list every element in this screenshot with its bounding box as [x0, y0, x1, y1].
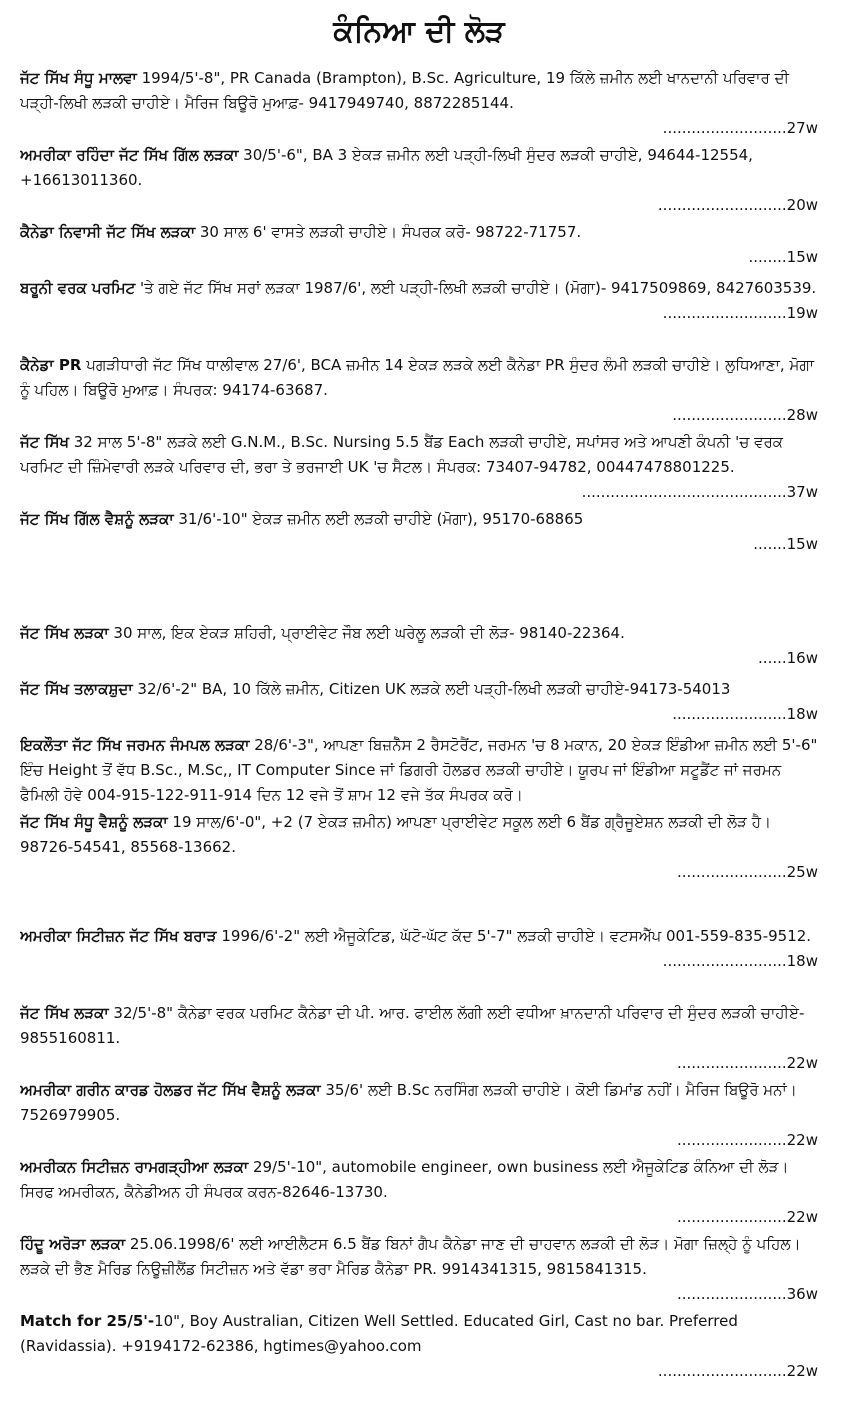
classified-ad — [20, 733, 818, 810]
ad-lead: ਜੱਟ ਸਿੱਖ ਸੰਧੂ ਵੈਸ਼ਨੂੰ ਲੜਕਾ — [20, 813, 168, 831]
ad-lead: ਜੱਟ ਸਿੱਖ ਸੰਧੂ ਮਾਲਵਾ — [20, 69, 137, 87]
ad-body: 'ਤੇ ਗਏ ਜੱਟ ਸਿੱਖ ਸਰਾਂ ਲੜਕਾ 1987/6', ਲਈ ਪੜ੍ਹੀ-ਲਿਖੀ ਲੜਕੀ ਚਾਹੀਏ। (ਮੋਗਾ)- 9417509869, 8427603539. — [135, 279, 817, 297]
ad-body: 1994/5'-8", PR Canada (Brampton), B.Sc. Agriculture, 19 ਕਿੱਲੇ ਜ਼ਮੀਨ ਲਈ ਖਾਨਦਾਨੀ ਪਰਿਵਾਰ ਦੀ ਪੜ੍ਹੀ-ਲਿਖੀ ਲੜਕੀ ਚਾਹੀਏ। ਮੈਰਿਜ ਬਿਊਰੋ ਮੁਆਫ਼- 9417949740, 8872285144. — [20, 69, 789, 112]
ad-reference-code: ..........................18w — [662, 952, 818, 970]
ad-body: 1996/6'-2" ਲਈ ਐਜੂਕੇਟਿਡ, ਘੱਟੋ-ਘੱਟ ਕੱਦ 5'-7" ਲੜਕੀ ਚਾਹੀਏ। ਵਟਸਐੱਪ 001-559-835-9512. — [216, 927, 812, 945]
ad-reference-code: .......................22w — [676, 1131, 818, 1149]
ad-body: 29/5'-10", automobile engineer, own business ਲਈ ਐਜੂਕੇਟਿਡ ਕੰਨਿਆ ਦੀ ਲੋੜ। ਸਿਰਫ ਅਮਰੀਕਨ, ਕੈਨੇਡੀਅਨ ਹੀ ਸੰਪਰਕ ਕਰਨ-82646-13730. — [20, 1158, 789, 1201]
ad-reference-code: ........................18w — [672, 705, 818, 723]
classified-ad — [20, 810, 818, 924]
ad-body: 28/6'-3", ਆਪਣਾ ਬਿਜ਼ਨੈੱਸ 2 ਰੈਸਟੋਰੈਂਟ, ਜਰਮਨ 'ਚ 8 ਮਕਾਨ, 20 ਏਕੜ ਇੰਡੀਆ ਜ਼ਮੀਨ ਲਈ 5'-6" ਇੰਚ Height ਤੋਂ ਵੱਧ B.Sc., M.Sc,, IT Computer Since ਜਾਂ ਡਿਗਰੀ ਹੋਲਡਰ ਲੜਕੀ ਚਾਹੀਏ। ਯੂਰਪ ਜਾਂ ਇੰਡੀਆ ਸਟੂਡੈਂਟ ਜਾਂ ਜਰਮਨ ਫੈਮਿਲੀ ਹੋਵੇ 004-915-122-911-914 ਦਿਨ 12 ਵਜੇ ਤੋਂ ਸ਼ਾਮ 12 ਵਜੇ ਤੱਕ ਸੰਪਰਕ ਕਰੋ। — [20, 736, 818, 804]
ad-lead: ਜੱਟ ਸਿੱਖ — [20, 433, 69, 451]
ad-reference-code: .......................22w — [676, 1208, 818, 1226]
ad-body: 31/6'-10" ਏਕੜ ਜ਼ਮੀਨ ਲਈ ਲੜਕੀ ਚਾਹੀਏ (ਮੋਗਾ), 95170-68865 — [173, 510, 584, 528]
classified-ad — [20, 66, 818, 143]
ad-reference-code: .......................25w — [676, 863, 818, 881]
ad-lead: ਅਮਰੀਕਾ ਸਿਟੀਜ਼ਨ ਜੱਟ ਸਿੱਖ ਬਰਾੜ — [20, 927, 217, 945]
classified-ad — [20, 1078, 818, 1155]
ad-reference-code: ...........................20w — [657, 196, 818, 214]
ad-lead: ਅਮਰੀਕਨ ਸਿਟੀਜ਼ਨ ਰਾਮਗੜ੍ਹੀਆ ਲੜਕਾ — [20, 1158, 249, 1176]
ad-reference-code: ........15w — [748, 248, 818, 266]
classified-ad — [20, 276, 818, 353]
ad-reference-code: .......................36w — [676, 1285, 818, 1303]
ad-body: 32/6'-2" BA, 10 ਕਿੱਲੇ ਜ਼ਮੀਨ, Citizen UK ਲੜਕੇ ਲਈ ਪੜ੍ਹੀ-ਲਿਖੀ ਲੜਕੀ ਚਾਹੀਏ-94173-54013 — [132, 680, 731, 698]
ad-body: ਪਗੜੀਧਾਰੀ ਜੱਟ ਸਿੱਖ ਧਾਲੀਵਾਲ 27/6', BCA ਜ਼ਮੀਨ 14 ਏਕੜ ਲੜਕੇ ਲਈ ਕੈਨੇਡਾ PR ਸੁੰਦਰ ਲੰਮੀ ਲੜਕੀ ਚਾਹੀਏ। ਲੁਧਿਆਣਾ, ਮੋਗਾ ਨੂੰ ਪਹਿਲ। ਬਿਊਰੋ ਮੁਆਫ਼। ਸੰਪਰਕ: 94174-63687. — [20, 356, 815, 399]
ad-reference-code: .......15w — [753, 535, 818, 553]
classified-ad — [20, 1309, 818, 1423]
ad-lead: ਜੱਟ ਸਿੱਖ ਲੜਕਾ — [20, 1004, 109, 1022]
classified-ad — [20, 924, 818, 1001]
ad-body: 19 ਸਾਲ/6'-0", +2 (7 ਏਕੜ ਜ਼ਮੀਨ) ਆਪਣਾ ਪ੍ਰਾਈਵੇਟ ਸਕੂਲ ਲਈ 6 ਬੈਂਡ ਗ੍ਰੈਜੂਏਸ਼ਨ ਲੜਕੀ ਦੀ ਲੋੜ ਹੈ। 98726-54541, 85568-13662. — [20, 813, 772, 856]
ad-reference-code: ........................28w — [672, 406, 818, 424]
ad-reference-code: ......16w — [758, 649, 818, 667]
ad-body: 30/5'-6", BA 3 ਏਕੜ ਜ਼ਮੀਨ ਲਈ ਪੜ੍ਹੀ-ਲਿਖੀ ਸੁੰਦਰ ਲੜਕੀ ਚਾਹੀਏ, 94644-12554, +16613011360. — [20, 146, 753, 189]
ad-lead: ਹਿੰਦੂ ਅਰੋੜਾ ਲੜਕਾ — [20, 1235, 126, 1253]
classified-ad — [20, 1001, 818, 1078]
ad-lead: Match for 25/5'- — [20, 1312, 155, 1330]
ad-reference-code: ..........................19w — [662, 304, 818, 322]
ad-lead: ਜੱਟ ਸਿੱਖ ਗਿੱਲ ਵੈਸ਼ਨੂੰ ਲੜਕਾ — [20, 510, 174, 528]
ad-body: 10", Boy Australian, Citizen Well Settled. Educated Girl, Cast no bar. Preferred (Ravidassia). +9194172-62386, hgtimes@yahoo.com — [20, 1312, 738, 1355]
ad-body: 30 ਸਾਲ, ਇਕ ਏਕੜ ਸ਼ਹਿਰੀ, ਪ੍ਰਾਈਵੇਟ ਜੌਬ ਲਈ ਘਰੇਲੂ ਲੜਕੀ ਦੀ ਲੋੜ- 98140-22364. — [108, 624, 625, 642]
ad-lead: ਅਮਰੀਕਾ ਗਰੀਨ ਕਾਰਡ ਹੋਲਡਰ ਜੱਟ ਸਿੱਖ ਵੈਸ਼ਨੂੰ ਲੜਕਾ — [20, 1081, 321, 1099]
ad-lead: ਜੱਟ ਸਿੱਖ ਲੜਕਾ — [20, 624, 109, 642]
ad-lead: ਕੈਨੇਡਾ ਨਿਵਾਸੀ ਜੱਟ ਸਿੱਖ ਲੜਕਾ — [20, 223, 196, 241]
ad-body: 30 ਸਾਲ 6' ਵਾਸਤੇ ਲੜਕੀ ਚਾਹੀਏ। ਸੰਪਰਕ ਕਰੋ- 98722-71757. — [195, 223, 582, 241]
ad-reference-code: ...........................................37w — [581, 483, 818, 501]
classified-ad — [20, 1155, 818, 1232]
ad-lead: ਬਰੂਨੀ ਵਰਕ ਪਰਮਿਟ — [20, 279, 136, 297]
classified-ad — [20, 430, 818, 507]
classified-ad — [20, 353, 818, 430]
ad-reference-code: .......................22w — [676, 1054, 818, 1072]
ad-body: 25.06.1998/6' ਲਈ ਆਈਲੈਟਸ 6.5 ਬੈਂਡ ਬਿਨਾਂ ਗੈਪ ਕੈਨੇਡਾ ਜਾਣ ਦੀ ਚਾਹਵਾਨ ਲੜਕੀ ਦੀ ਲੋੜ। ਮੋਗਾ ਜ਼ਿਲ੍ਹੇ ਨੂੰ ਪਹਿਲ। ਲੜਕੇ ਦੀ ਭੈਣ ਮੈਰਿਡ ਨਿਊਜ਼ੀਲੈਂਡ ਸਿਟੀਜ਼ਨ ਅਤੇ ਵੱਡਾ ਭਰਾ ਮੈਰਿਡ ਕੈਨੇਡਾ PR. 9914341315, 9815841315. — [20, 1235, 801, 1278]
classified-ad — [20, 507, 818, 621]
classified-ad — [20, 143, 818, 220]
page-title: ਕੰਨਿਆ ਦੀ ਲੋੜ — [333, 14, 505, 49]
classified-ad — [20, 1232, 818, 1309]
ad-body: 32/5'-8" ਕੈਨੇਡਾ ਵਰਕ ਪਰਮਿਟ ਕੈਨੇਡਾ ਦੀ ਪੀ. ਆਰ. ਫਾਈਲ ਲੱਗੀ ਲਈ ਵਧੀਆ ਖ਼ਾਨਦਾਨੀ ਪਰਿਵਾਰ ਦੀ ਸੁੰਦਰ ਲੜਕੀ ਚਾਹੀਏ- 9855160811. — [20, 1004, 805, 1047]
ads-list — [20, 66, 818, 1423]
ad-reference-code: ...........................22w — [657, 1362, 818, 1380]
ad-lead: ਜੱਟ ਸਿੱਖ ਤਲਾਕਸ਼ੁਦਾ — [20, 680, 133, 698]
ad-lead: ਕੈਨੇਡਾ PR — [20, 356, 82, 374]
classified-ad — [20, 220, 818, 276]
ad-body: 32 ਸਾਲ 5'-8" ਲੜਕੇ ਲਈ G.N.M., B.Sc. Nursing 5.5 ਬੈਂਡ Each ਲੜਕੀ ਚਾਹੀਏ, ਸਪਾਂਸਰ ਅਤੇ ਆਪਣੀ ਕੰਪਨੀ 'ਚ ਵਰਕ ਪਰਮਿਟ ਦੀ ਜ਼ਿੰਮੇਵਾਰੀ ਲੜਕੇ ਪਰਿਵਾਰ ਦੀ, ਭਰਾ ਤੇ ਭਰਜਾਈ UK 'ਚ ਸੈਟਲ। ਸੰਪਰਕ: 73407-94782, 00447478801225. — [20, 433, 784, 476]
ad-lead: ਅਮਰੀਕਾ ਰਹਿੰਦਾ ਜੱਟ ਸਿੱਖ ਗਿੱਲ ਲੜਕਾ — [20, 146, 239, 164]
classified-ad — [20, 677, 818, 733]
classified-ad — [20, 621, 818, 677]
ad-reference-code: ..........................27w — [662, 119, 818, 137]
ad-body: 35/6' ਲਈ B.Sc ਨਰਸਿੰਗ ਲੜਕੀ ਚਾਹੀਏ। ਕੋਈ ਡਿਮਾਂਡ ਨਹੀਂ। ਮੈਰਿਜ ਬਿਊਰੋ ਮਨਾਂ। 7526979905. — [20, 1081, 797, 1124]
ad-lead: ਇਕਲੌਤਾ ਜੱਟ ਸਿੱਖ ਜਰਮਨ ਜੰਮਪਲ ਲੜਕਾ — [20, 736, 250, 754]
